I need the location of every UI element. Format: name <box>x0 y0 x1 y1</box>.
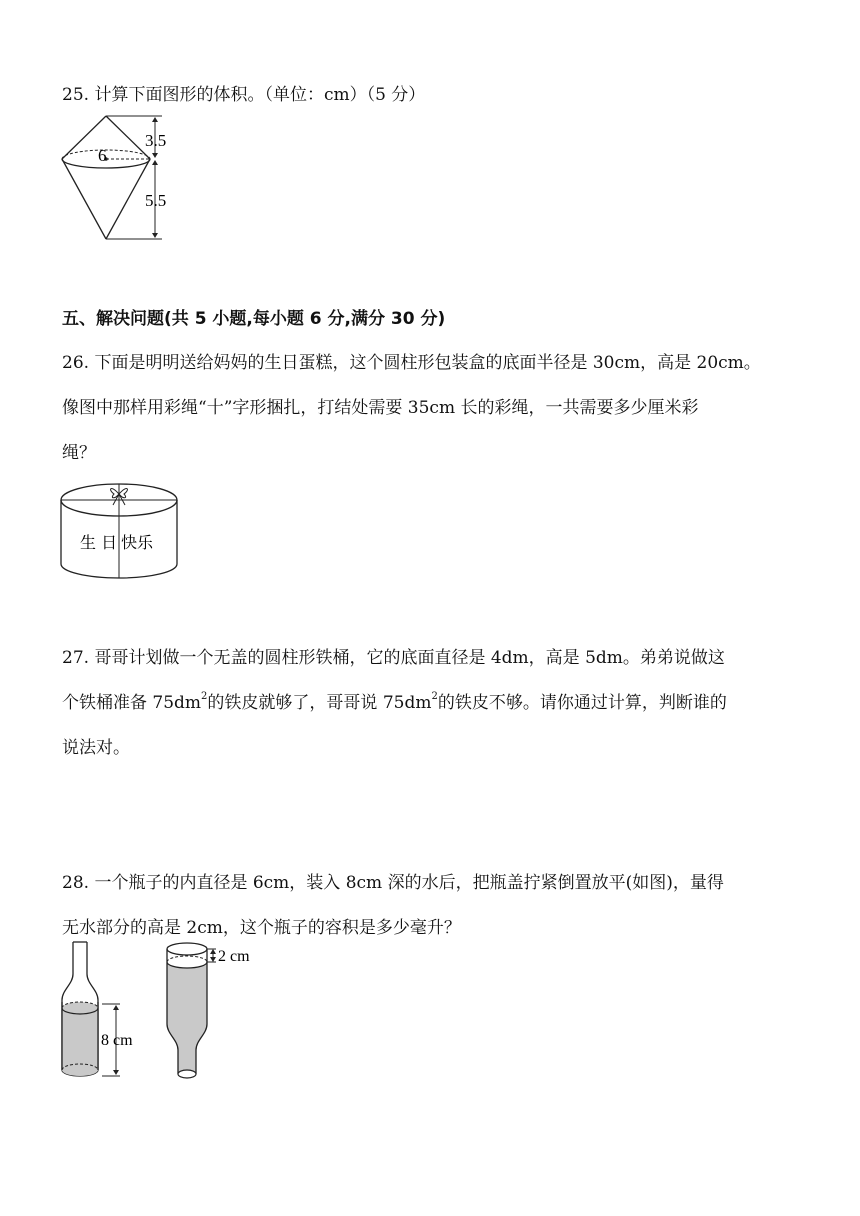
bottom-height-label: 5.5 <box>145 191 167 210</box>
q28-line2: 无水部分的高是 2cm，这个瓶子的容积是多少毫升？ <box>62 918 461 938</box>
superscript-2: 2 <box>201 691 208 703</box>
air-height-label: 2 cm <box>218 948 250 965</box>
q26-line2: 像图中那样用彩绳“十”字形捆扎，打结处需要 35cm 长的彩绳，一共需要多少厘米彩 <box>62 398 699 418</box>
q27-line2-c: 的铁皮不够。请你通过计算，判断谁的 <box>437 693 727 713</box>
section5-heading: 五、解决问题(共 5 小题,每小题 6 分,满分 30 分) <box>62 309 446 329</box>
q27-line1: 27. 哥哥计划做一个无盖的圆柱形铁桶，它的底面直径是 4dm，高是 5dm。弟弟说做这 <box>62 648 725 668</box>
cake-label-right: 快乐 <box>121 533 154 552</box>
q28-line1: 28. 一个瓶子的内直径是 6cm，装入 8cm 深的水后，把瓶盖拧紧倒置放平(如图)，量得 <box>62 873 724 893</box>
q26-line1: 26. 下面是明明送给妈妈的生日蛋糕，这个圆柱形包装盒的底面半径是 30cm，高是 20cm。 <box>62 353 761 373</box>
q26-figure-cake-box <box>58 478 180 578</box>
radius-label: 6 <box>98 146 107 165</box>
top-height-label: 3.5 <box>145 131 167 150</box>
cake-label-left: 生 日 <box>80 533 118 552</box>
superscript-2: 2 <box>431 691 438 703</box>
q25-text: 25. 计算下面图形的体积。（单位：cm）（5 分） <box>62 85 426 105</box>
q27-line2-b: 的铁皮就够了，哥哥说 75dm <box>207 693 432 713</box>
q27-line2 <box>62 688 727 713</box>
q27-line2-a: 个铁桶准备 75dm <box>62 693 202 713</box>
q26-line3: 绳？ <box>62 443 96 463</box>
q28-figure-bottles <box>58 942 268 1082</box>
q25-figure-double-cone <box>58 113 188 243</box>
q27-line3: 说法对。 <box>62 738 130 758</box>
water-height-label: 8 cm <box>101 1032 133 1049</box>
